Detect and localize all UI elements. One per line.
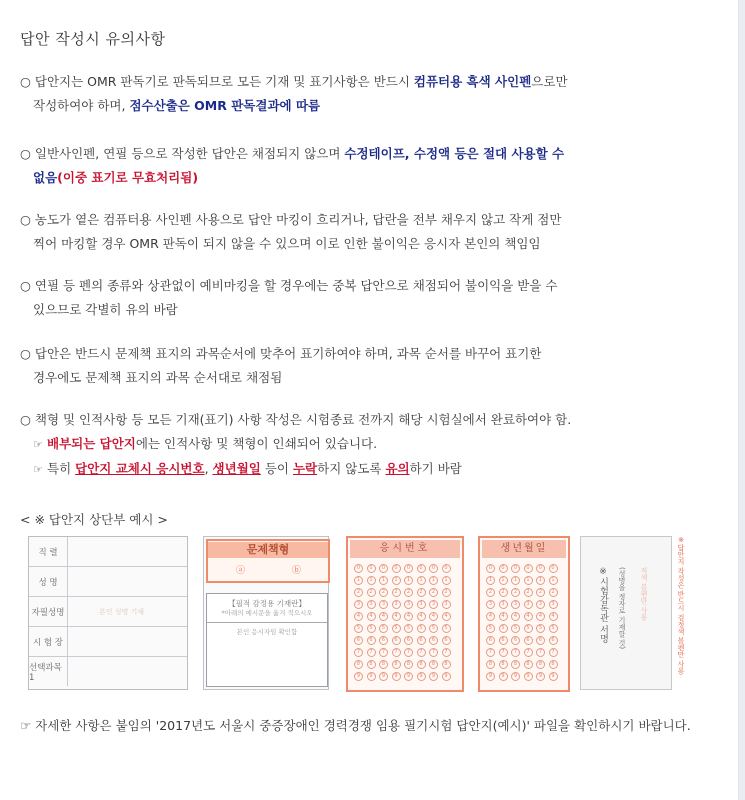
omr-bubble: 8: [354, 660, 363, 669]
note-6-emphasis-exam-number: 답안지 교체시 응시번호: [75, 461, 205, 476]
note-item-3: [20, 208, 561, 256]
omr-bubble: 8: [392, 660, 401, 669]
omr-bubble: 5: [379, 624, 388, 633]
omr-bubble: 6: [442, 636, 451, 645]
omr-bubble: 1: [524, 576, 533, 585]
footer-note: ☞ 자세한 사항은 붙임의 '2017년도 서울시 중증장애인 경력경쟁 임용 필기시험 답안지(예시)' 파일을 확인하시기 바랍니다.: [20, 718, 691, 733]
omr-bubble: 5: [511, 624, 520, 633]
note-2-line-1: [20, 142, 564, 166]
omr-bubble: 0: [524, 564, 533, 573]
side-note: [676, 536, 690, 688]
note-6-sub-2-text-i: 하기 바람: [409, 461, 462, 476]
note-6-emphasis-caution: 유의: [385, 461, 410, 476]
omr-bubble: 7: [354, 648, 363, 657]
note-1-text-c: 으로만: [531, 74, 568, 89]
omr-bubble: 4: [379, 612, 388, 621]
exam-number-grid: [346, 536, 464, 692]
booklet-choice-bubble: ⓐ: [236, 566, 246, 576]
supervisor-signature-box: [580, 536, 672, 690]
booklet-type-box: [203, 536, 329, 690]
omr-bubble: 1: [392, 576, 401, 585]
omr-bubble: 7: [524, 648, 533, 657]
handwriting-sample: 본인 응시자임 확인함: [236, 628, 298, 636]
omr-bubble: 6: [392, 636, 401, 645]
note-item-5: [20, 342, 541, 390]
omr-bubble: 4: [499, 612, 508, 621]
omr-bubble: 0: [417, 564, 426, 573]
note-6-sub-2-text-a: 특히: [47, 461, 76, 476]
field-label: 시 험 장: [29, 627, 68, 656]
note-1-emphasis-pen: 컴퓨터용 흑색 사인펜: [413, 74, 532, 89]
handwriting-title: 【필적 감정용 기재란】: [228, 599, 306, 608]
omr-bubble: 5: [354, 624, 363, 633]
omr-bubble: 9: [524, 672, 533, 681]
omr-bubble: 9: [354, 672, 363, 681]
omr-bubble: 9: [404, 672, 413, 681]
omr-bubble: 7: [417, 648, 426, 657]
note-6-emphasis-birthdate: 생년월일: [212, 461, 261, 476]
note-1-line-2: [20, 94, 568, 118]
field-row: [29, 627, 187, 657]
omr-bubble: 7: [429, 648, 438, 657]
omr-bubble: 3: [511, 600, 520, 609]
omr-bubble: 7: [379, 648, 388, 657]
omr-bubble: 0: [442, 564, 451, 573]
omr-bubble: 4: [404, 612, 413, 621]
birthdate-title: 생년월일: [482, 540, 566, 558]
omr-bubble: 6: [499, 636, 508, 645]
signature-ghost-text: 적색 볼펜만 사용: [640, 567, 648, 621]
omr-bubble: 1: [511, 576, 520, 585]
omr-bubble: 1: [404, 576, 413, 585]
omr-bubble: 7: [367, 648, 376, 657]
omr-bubble: 9: [549, 672, 558, 681]
omr-bubble: 5: [417, 624, 426, 633]
omr-bubble: 4: [549, 612, 558, 621]
omr-bubble: 5: [486, 624, 495, 633]
omr-bubble: 7: [486, 648, 495, 657]
omr-bubble: 8: [417, 660, 426, 669]
signature-label: ※시험감독관 서명: [598, 567, 608, 643]
omr-bubble: 0: [379, 564, 388, 573]
omr-bubble: 2: [404, 588, 413, 597]
omr-bubble: 5: [549, 624, 558, 633]
omr-bubble: 8: [549, 660, 558, 669]
omr-bubble: 5: [404, 624, 413, 633]
omr-bubble: 2: [417, 588, 426, 597]
omr-bubble: 3: [499, 600, 508, 609]
field-row: [29, 537, 187, 567]
omr-bubble: 9: [429, 672, 438, 681]
omr-bubble: 9: [511, 672, 520, 681]
omr-bubble: 3: [486, 600, 495, 609]
omr-bubble: 5: [429, 624, 438, 633]
handwriting-instruction: *아래의 예시문을 옮겨 적으시오: [221, 609, 313, 617]
omr-bubble: 6: [354, 636, 363, 645]
example-label: < ※ 답안지 상단부 예시 >: [20, 512, 168, 527]
omr-bubble: 4: [392, 612, 401, 621]
omr-bubble: 8: [379, 660, 388, 669]
omr-bubble: 0: [404, 564, 413, 573]
note-4-line-2: 있으므로 각별히 유의 바람: [33, 302, 178, 317]
omr-bubble: 3: [429, 600, 438, 609]
omr-bubble: 6: [536, 636, 545, 645]
omr-bubble: 2: [354, 588, 363, 597]
omr-bubble: 1: [499, 576, 508, 585]
note-4-line-1: ○ 연필 등 펜의 종류와 상관없이 예비마킹을 할 경우에는 중복 답안으로 채점되어 불이익을 받을 수: [20, 278, 558, 293]
omr-bubble: 8: [442, 660, 451, 669]
omr-bubble: 2: [549, 588, 558, 597]
exam-number-title: 응시번호: [350, 540, 460, 558]
omr-bubble: 5: [524, 624, 533, 633]
note-1-text-d: 작성하여야 하며,: [33, 98, 130, 113]
note-6-sub-2: [20, 457, 571, 482]
note-2-emphasis-none: 없음: [33, 170, 58, 185]
omr-bubble: 8: [536, 660, 545, 669]
omr-bubble: 4: [417, 612, 426, 621]
note-2-line-2: [20, 166, 564, 190]
omr-bubble: 1: [417, 576, 426, 585]
omr-bubble: 6: [417, 636, 426, 645]
note-item-4: [20, 274, 557, 322]
note-3-line-2: 찍어 마킹할 경우 OMR 판독이 되지 않을 수 있으며 이로 인한 불이익은 응시자 본인의 책임임: [33, 236, 541, 251]
handwriting-check-box: [206, 593, 328, 687]
omr-bubble: 1: [379, 576, 388, 585]
omr-bubble: 6: [367, 636, 376, 645]
note-1-emphasis-score: 점수산출은 OMR 판독결과에 따름: [129, 98, 321, 113]
field-row: [29, 657, 187, 688]
omr-bubble: 3: [549, 600, 558, 609]
omr-bubble: 2: [524, 588, 533, 597]
omr-bubble: 4: [354, 612, 363, 621]
omr-bubble: 0: [549, 564, 558, 573]
note-3-line-1: ○ 농도가 옅은 컴퓨터용 사인펜 사용으로 답안 마킹이 흐리거나, 답란을 전부 채우지 않고 작게 점만: [20, 212, 562, 227]
omr-bubble: 0: [354, 564, 363, 573]
omr-bubble: 2: [379, 588, 388, 597]
booklet-type-header: [206, 539, 330, 583]
omr-bubble: 7: [536, 648, 545, 657]
field-label: 선택과목1: [29, 657, 68, 686]
omr-bubble: 1: [442, 576, 451, 585]
omr-bubble: 9: [536, 672, 545, 681]
note-item-6: [20, 408, 571, 482]
omr-bubble: 8: [511, 660, 520, 669]
omr-bubble: 1: [429, 576, 438, 585]
omr-bubble: 2: [486, 588, 495, 597]
field-row: [29, 567, 187, 597]
omr-bubble: 8: [486, 660, 495, 669]
note-6-emphasis-distributed: 배부되는 답안지: [47, 436, 136, 451]
omr-bubble: 6: [429, 636, 438, 645]
omr-bubble: 0: [429, 564, 438, 573]
omr-bubble: 9: [367, 672, 376, 681]
personal-info-box: [28, 536, 188, 690]
page-title: 답안 작성시 유의사항: [20, 30, 166, 48]
omr-bubble: 6: [486, 636, 495, 645]
note-2-emphasis-invalid: (이중 표기로 무효처리됨): [57, 170, 199, 185]
omr-bubble: 1: [486, 576, 495, 585]
right-scroll-rule: [738, 0, 745, 800]
omr-bubble: 0: [511, 564, 520, 573]
omr-bubble: 9: [379, 672, 388, 681]
omr-bubble: 7: [511, 648, 520, 657]
omr-bubble: 9: [499, 672, 508, 681]
omr-bubble: 5: [392, 624, 401, 633]
omr-bubble: 7: [404, 648, 413, 657]
field-row: [29, 597, 187, 627]
note-5-line-2: 경우에도 문제책 표지의 과목 순서대로 채점됨: [33, 370, 283, 385]
omr-bubble: 4: [524, 612, 533, 621]
omr-bubble: 0: [486, 564, 495, 573]
omr-bubble: 7: [499, 648, 508, 657]
side-note-text: ※답안지 작성은 반드시 검정색 볼펜만 사용: [677, 536, 685, 675]
birthdate-grid: [478, 536, 570, 692]
omr-bubble: 8: [404, 660, 413, 669]
answer-sheet-example: [28, 536, 690, 692]
omr-bubble: 3: [392, 600, 401, 609]
omr-bubble: 2: [392, 588, 401, 597]
note-6-sub-2-text-c: ,: [204, 461, 213, 476]
note-5-line-1: ○ 답안은 반드시 문제책 표지의 과목순서에 맞추어 표기하여야 하며, 과목 순서를 바꾸어 표기한: [20, 346, 542, 361]
omr-bubble: 3: [417, 600, 426, 609]
omr-bubble: 3: [354, 600, 363, 609]
omr-bubble: 4: [367, 612, 376, 621]
field-hint: 본인 성명 기재: [99, 608, 145, 616]
signature-sub-label: (성명을 정자로 기재할 것): [618, 567, 626, 650]
note-1-text-a: ○ 답안지는 OMR 판독기로 판독되므로 모든 기재 및 표기사항은 반드시: [20, 74, 414, 89]
omr-bubble: 8: [499, 660, 508, 669]
field-label: 자필성명: [29, 597, 68, 626]
omr-bubble: 3: [442, 600, 451, 609]
omr-bubble: 8: [524, 660, 533, 669]
omr-bubble: 4: [536, 612, 545, 621]
pointing-hand-icon: ☞: [33, 463, 43, 476]
omr-bubble: 2: [511, 588, 520, 597]
omr-bubble: 3: [524, 600, 533, 609]
omr-bubble: 6: [524, 636, 533, 645]
omr-bubble: 2: [499, 588, 508, 597]
omr-bubble: 0: [536, 564, 545, 573]
booklet-choice-bubble: ⓑ: [292, 566, 302, 576]
note-6-emphasis-omission: 누락: [292, 461, 318, 476]
omr-bubble: 4: [486, 612, 495, 621]
note-6-sub-1-text: 에는 인적사항 및 책형이 인쇄되어 있습니다.: [135, 436, 378, 451]
omr-bubble: 3: [379, 600, 388, 609]
omr-bubble: 5: [499, 624, 508, 633]
note-1-line-1: [20, 70, 568, 94]
omr-bubble: 4: [511, 612, 520, 621]
omr-bubble: 1: [536, 576, 545, 585]
note-6-sub-2-text-e: 등이: [260, 461, 293, 476]
omr-bubble: 9: [392, 672, 401, 681]
note-6-sub-1: [20, 432, 571, 457]
omr-bubble: 9: [442, 672, 451, 681]
omr-bubble: 6: [404, 636, 413, 645]
omr-bubble: 3: [536, 600, 545, 609]
omr-bubble: 9: [486, 672, 495, 681]
note-2-emphasis-correction: 수정테이프, 수정액 등은 절대 사용할 수: [344, 146, 565, 161]
field-label: 성 명: [29, 567, 68, 596]
omr-bubble: 6: [379, 636, 388, 645]
field-label: 직 렬: [29, 537, 68, 566]
omr-bubble: 9: [417, 672, 426, 681]
omr-bubble: 0: [499, 564, 508, 573]
omr-bubble: 8: [429, 660, 438, 669]
omr-bubble: 2: [536, 588, 545, 597]
omr-bubble: 2: [367, 588, 376, 597]
omr-bubble: 3: [404, 600, 413, 609]
omr-bubble: 0: [367, 564, 376, 573]
omr-bubble: 4: [442, 612, 451, 621]
omr-bubble: 5: [442, 624, 451, 633]
booklet-type-title: 문제책형: [208, 542, 328, 558]
note-item-2: [20, 142, 564, 190]
omr-bubble: 6: [511, 636, 520, 645]
omr-bubble: 3: [367, 600, 376, 609]
omr-bubble: 5: [367, 624, 376, 633]
omr-bubble: 4: [429, 612, 438, 621]
omr-bubble: 5: [536, 624, 545, 633]
divider: [207, 622, 327, 623]
omr-bubble: 7: [442, 648, 451, 657]
omr-bubble: 1: [367, 576, 376, 585]
omr-bubble: 7: [549, 648, 558, 657]
note-6-sub-2-text-g: 하지 않도록: [317, 461, 386, 476]
omr-bubble: 0: [392, 564, 401, 573]
omr-bubble: 1: [549, 576, 558, 585]
pointing-hand-icon: ☞: [33, 438, 43, 451]
omr-bubble: 2: [429, 588, 438, 597]
omr-bubble: 2: [442, 588, 451, 597]
omr-bubble: 6: [549, 636, 558, 645]
note-6-line-1: ○ 책형 및 인적사항 등 모든 기재(표기) 사항 작성은 시험종료 전까지 해당 시험실에서 완료하여야 함.: [20, 412, 572, 427]
note-2-text-a: ○ 일반사인펜, 연필 등으로 작성한 답안은 채점되지 않으며: [20, 146, 345, 161]
omr-bubble: 7: [392, 648, 401, 657]
omr-bubble: 8: [367, 660, 376, 669]
omr-bubble: 1: [354, 576, 363, 585]
note-item-1: [20, 70, 568, 118]
